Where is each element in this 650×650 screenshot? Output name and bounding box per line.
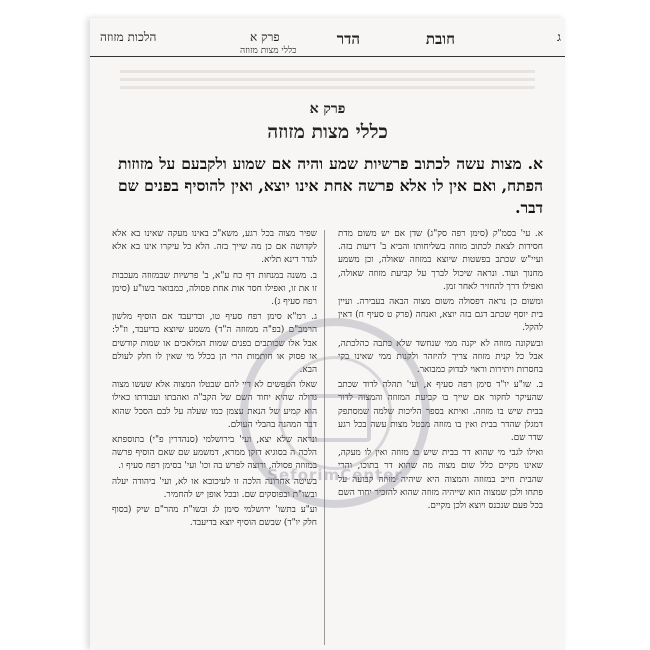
commentary-paragraph: ב. שו"ע יו"ד סימן רפה סעיף א, ועי' תהלה לדוד שכתב שהעיקר לחקור אם שייך בו קביעת המזוזה והמצוה לדור בבית שיש בו מזוזה. ואיתא בספר הליכות שלמה שמסתפק דמגלן שהדר בבית ואין בו מזוזה מבטל מצות עשה בכל רגע שדר שם. bbox=[338, 380, 543, 444]
commentary-paragraph: ואילו לגבי מי שהוא דר בבית שיש בו מזוזה ואין לו מעקה, שאינו מקיים כלל שום מצוה מה שהוא דר בתוכו, והרי שהבית חייב במזוזה והמצוה היא שיהיה מזוזה קבועה על פתחו ולכן שמצוה הוא שייהיה מזוזה שהוא להזכיר יחוד השם בכל פעם שנכנס ויוצא ולכן מקיים. bbox=[338, 448, 543, 512]
seforim-center-watermark-logo bbox=[240, 318, 430, 508]
running-head-book-title-part2: הדר bbox=[336, 30, 360, 48]
commentary-paragraph: ובשקונה מזוזה לא יקנה ממי שנחשד שלא כתבה כהלכתה, אבל כל קנית מזוזה צריך להיזהר ולקנות ממי שאינו בקי בחסרות ויתירות וראוי לבדוק כמבואר. bbox=[338, 338, 543, 376]
page-number: ג bbox=[557, 30, 561, 44]
show-through-line bbox=[120, 78, 535, 81]
commentary-paragraph: ומשום כן נראה דפסולה משום מצוה הבאה בעבירה. ועיין בית יוסף שכתב דגם בזה יוצא, ואנחה (פרק ט סעיף ח) דאין להקל. bbox=[338, 297, 543, 334]
main-halacha-paragraph: א. מצות עשה לכתוב פרשיות שמע והיה אם שמוע ולקבעם על מזוזות הפתח, ואם אין לו אלא פרשה אחת אינו יוצא, ואין להוסיף בפנים שם דבר. bbox=[118, 154, 543, 217]
commentary-paragraph: וע"ע בתשו' ירושלמי סימן לג ובשו"ת מהר"ם שיק (בסוף חלק יו"ד) שבשם הוסיף יוצא בדיעבד. bbox=[112, 505, 317, 529]
chapter-title: כללי מצות מזוזה bbox=[267, 121, 388, 143]
show-through-line bbox=[120, 70, 535, 73]
commentary-paragraph: בשיטה אחרונה הלכה זו לעיכובא או לא, ועי' ביהודה יעלה ובשו"ת ובפוסקים שם. ובכל אופן יש להחמיר. bbox=[112, 476, 317, 500]
commentary-paragraph: א. עי' בסמ"ק (סימן רפה סק"ג) שדן אם יש משום מדת חסידות לצאת לכתוב מזוזה בשליחותו והביא ב' דיעות בזה. ועיי"ש שכתב בפשטות שיוצא במזוזה שאולה, וכן משמע מחנוך ועוד. ונראה שיכול לברך על קביעת מזוזה שאולה, ואפילו דרך להחזיר לאחר זמן. bbox=[338, 229, 543, 292]
show-through-line bbox=[120, 86, 535, 89]
running-head-book-title-part1: חובת bbox=[425, 30, 455, 48]
header-divider bbox=[90, 56, 565, 57]
book-icon bbox=[308, 394, 371, 442]
commentary-paragraph: שפיר מצוה בכל רגע, משא"כ באינו מעקה שאינו בא אלא לקדושה אם כן מה שייך בזה. הלא כל עיקרו אינו בא אלא לגדר דינא תליא. bbox=[112, 229, 317, 266]
book-page bbox=[90, 18, 565, 650]
watermark-text: SeforimCenter bbox=[267, 466, 403, 484]
commentary-paragraph: ג. רמ"א סימן רפח סעיף טו, ובדיעבד אם הוסיף מלשון הרמב"ם (בפ"ה ממזוזה ה"ד) משמע שיוצא בדיעבד, וז"ל: אבל אלו שכותבים בפנים שמות המלאכים או שמות קודשים או פסוק או חותמות הרי הן בכלל מי שאין לו חלק לעולם הבא. bbox=[112, 312, 317, 376]
commentary-paragraph: ונראה שלא יצא, ועי' בירושלמי (סנהדרין פ"י) בתוספתא הלכה ה בסוגיא דזקן ממרא, דמשמע שם שאם הוסיף פרשה במזוזה פסולה, ורוצה לפרש בה וכו' ועי' בסימן רפח סעיף ו. bbox=[112, 435, 317, 472]
running-head-topic: הלכות מזוזה bbox=[100, 30, 157, 44]
commentary-paragraph: ב. משנה במנחות דף כח ע"א, ב' פרשיות שבמזוזה מעכבות זו את זו, ואפילו חסר אות אחת פסולה, כמבואר בשו"ע (סימן רפח סעיף ג). bbox=[112, 270, 317, 308]
chapter-label: פרק א bbox=[309, 101, 346, 117]
running-head-chapter-subtitle: כללי מצות מזוזה bbox=[240, 46, 297, 56]
commentary-paragraph: שאלו הטפשים לא דיי להם שבטלו המצוה אלא שעשו מצוה גדולה שהיא יחוד השם של הקב"ה ואהבתו ועבודתו כאילו הוא קמיע של הנאת עצמן כמו שעלה על לבם הסכל שהוא דבר המהנה בהבלי העולם. bbox=[112, 380, 317, 430]
running-head-chapter: פרק א bbox=[250, 30, 280, 44]
